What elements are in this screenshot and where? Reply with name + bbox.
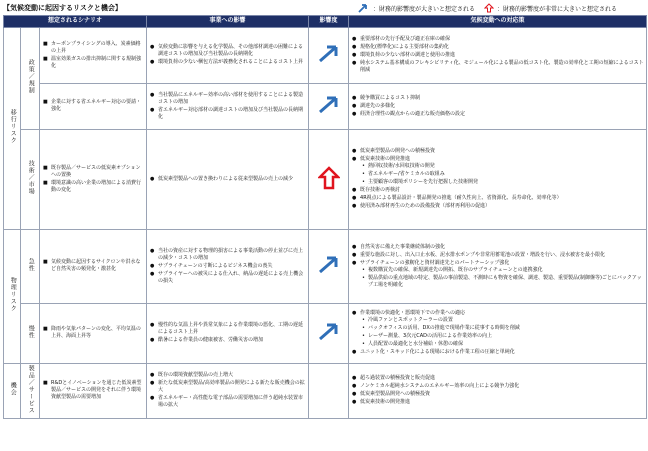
red-arrow-icon (318, 166, 340, 190)
list-item-text: 作業環境の快適化・悪環境下での作業への適応 (360, 310, 466, 316)
impact-cell (147, 304, 309, 364)
list-item: ● 超ろ過装置の積極投資と販売促進 (360, 375, 644, 382)
risk-table (3, 15, 647, 419)
scenario-cell (40, 230, 147, 304)
header-measures: 気候変動への対応策 (349, 16, 647, 28)
measures-cell (349, 364, 647, 419)
list-item: ● 気候変動に影響を与える化学製品、その他部材調達の困難による調達コストの増加及び当社製品の長納期化 (158, 44, 306, 58)
list-item: ■ カーボンプライシングの導入、炭素価格の上昇 (51, 41, 144, 55)
sub-list-item: • 複数購買先の確保、新規調達先の開拓、既存のサプライチェーンとの連携強化 (368, 267, 644, 274)
subcategory-label: 慢性 (27, 324, 35, 339)
list-item-text: 低炭素技術の開発推進 (360, 156, 411, 162)
level-cell (309, 84, 349, 130)
measures-cell (349, 304, 647, 364)
scenario-cell (40, 130, 147, 230)
list-item: ■ 既存製品／サービスの低炭素オプションへの置換 (51, 165, 144, 179)
measures-cell (349, 230, 647, 304)
category-cell (4, 28, 21, 230)
list-item: ● 環境負荷の少ない梱包方法が義務化されることによるコスト上昇 (158, 59, 306, 66)
category-label: 物理リスク (9, 277, 17, 313)
list-item: ● 既存技術の再検討 (360, 187, 644, 194)
impact-cell (147, 230, 309, 304)
list-item: ● 重要部材の先行手配及び適正在庫の確保 (360, 36, 644, 43)
list-item: ● ユニット化・スキッド化による現場における作業工程の圧縮と単純化 (360, 349, 644, 356)
subcategory-label: 技術／市場 (27, 160, 35, 196)
header-scenario: 想定されるシナリオ (4, 16, 147, 28)
blue-arrow-icon (316, 321, 342, 343)
header-impact: 事業への影響 (147, 16, 309, 28)
list-item: ■ 温室効果ガスの排出抑制に関する規制強化 (51, 56, 144, 70)
sub-list-item: • 主要顧客の環境ポリシーを先行把握した技術開発 (368, 179, 644, 186)
scenario-cell (40, 84, 147, 130)
list-item: ● 省エネルギー・高性能な電子部品の需要増加に伴う超純水装置市場の拡大 (158, 395, 306, 409)
list-item: ● サプライチェーンの寸断によるビジネス機会の喪失 (158, 263, 306, 270)
list-item: ■ 企業に対する省エネルギー対応の要請・強化 (51, 99, 144, 113)
list-item: ● 当社製品にエネルギー効率の高い部材を使用することによる製造コストの増加 (158, 92, 306, 106)
list-item: ● ノンケミカル超純水システムのエネルギー効率の向上による競争力強化 (360, 383, 644, 390)
list-item (360, 260, 644, 289)
subcategory-label: 政策／規制 (27, 59, 35, 95)
red-arrow-icon (484, 3, 494, 13)
list-item: ● 新たな低炭素型製品/高効率製品の開発による新たな販売機会の拡大 (158, 380, 306, 394)
impact-cell (147, 364, 309, 419)
scenario-cell (40, 28, 147, 84)
list-item: ● 既存の環境資献型製品の売上増大 (158, 372, 306, 379)
list-item: ● 省エネルギー対応部材の調達コストの増加及び当社製品の長納期化 (158, 107, 306, 121)
table-row (4, 364, 647, 419)
list-item: ● 当社の資産に対する物理的損害による事業活動の停止並びに売上の減少・コストの増加 (158, 248, 306, 262)
list-item: ● 自然災害に備えた事業継続体制の強化 (360, 244, 644, 251)
sub-list-item: • 冷風ファンとスポットクーラーの設置 (368, 317, 644, 324)
list-item: ● 低炭素型製品への置き換わりによる従来型製品の売上の減少 (158, 176, 306, 183)
subcategory-cell (21, 304, 40, 364)
page-title: 【気候変動に起因するリスクと機会】 (3, 4, 122, 12)
table-row (4, 130, 647, 230)
level-cell (309, 28, 349, 84)
category-label: 機会 (9, 382, 17, 397)
legend-blue (356, 3, 475, 13)
subcategory-label: 製品／サービス (27, 364, 35, 414)
legend-blue-label: ：財務的影響度が大きいと想定される (373, 5, 476, 13)
subcategory-cell (21, 364, 40, 419)
sub-list-item: • 製品供給の重点地域の特定、製品の事前製造、不測時にも物資を確保、調達、製造、重要製品(制御盤等)ごとにバックアップ工場を明確化 (368, 275, 644, 289)
header-level: 影響度 (309, 16, 349, 28)
level-cell (309, 364, 349, 419)
sub-list-item: • レーザー測量、3次元CADの活用による作業効率の向上 (368, 333, 644, 340)
list-item: ■ 環境意識の高い企業の増加による消費行動の変化 (51, 180, 144, 194)
impact-cell (147, 130, 309, 230)
measures-cell (349, 84, 647, 130)
legend-red-label: ：財務的影響度が非常に大きいと想定される (497, 5, 618, 13)
subcategory-label: 急性 (27, 257, 35, 272)
sub-list-item: • 人員配置の最適化と水分補給・休憩の確保 (368, 341, 644, 348)
table-row (4, 84, 647, 130)
blue-arrow-icon (316, 94, 342, 116)
legend-red (484, 3, 617, 13)
category-cell (4, 364, 21, 419)
list-item: ● 低炭素型製品開発への積極投資 (360, 391, 644, 398)
subcategory-cell (21, 28, 40, 130)
category-cell (4, 230, 21, 364)
measures-cell (349, 28, 647, 84)
list-item: ● 環境負荷の少ない部材の調達と使用の推進 (360, 52, 644, 59)
list-item: ● 経済合理性の観点からの適正な販売価格の設定 (360, 111, 644, 118)
blue-arrow-icon (356, 3, 370, 13)
list-item: ● 競争購買によるコスト抑制 (360, 95, 644, 102)
list-item (360, 310, 644, 348)
measures-cell (349, 130, 647, 230)
list-item: ● 慢性的な気温上昇や異常気象による作業環境の悪化、工期の遅延によるコスト上昇 (158, 322, 306, 336)
blue-arrow-icon (316, 254, 342, 276)
list-item-text: サプライチェーンの強靭化と資材調達先とのパートナーシップ強化 (360, 259, 510, 266)
list-item: ● 規格化(標準化)による主要部材の集約化 (360, 44, 644, 51)
list-item: ■ R&Dとイノベーションを通じた低炭素型製品／サービスの開発をそれに伴う環境資献型製品の需要増加 (51, 380, 144, 401)
subcategory-cell (21, 230, 40, 304)
table-row (4, 230, 647, 304)
list-item: ● 低炭素技術の開発推進 (360, 399, 644, 406)
list-item (360, 156, 644, 186)
blue-arrow-icon (316, 43, 342, 65)
category-label: 移行リスク (9, 109, 17, 145)
table-row (4, 304, 647, 364)
list-item: ● 4R視点による製品設計・製品開発の推進（耐久性向上、省資源化、長寿命化、効率化等） (360, 195, 644, 202)
sub-list-item: • バックオフィスの活用、DXの推進で現場作業に従事する時間を削減 (368, 325, 644, 332)
level-cell (309, 304, 349, 364)
impact-cell (147, 28, 309, 84)
list-item: ● 低炭素型製品の開発への積極投資 (360, 148, 644, 155)
list-item: ● 使用済み部材再生のための設備投資（部材再利用の促進） (360, 203, 644, 210)
level-cell (309, 230, 349, 304)
list-item: ● 酷暑による作業員の健康被害、労働災害の増加 (158, 337, 306, 344)
impact-cell (147, 84, 309, 130)
scenario-cell (40, 304, 147, 364)
list-item: ■ 降雨や気象パターンの変化、平均気温の上昇、海面上昇等 (51, 326, 144, 340)
list-item: ● サプライヤーへの被災による仕入れ、納品の遅延による売上機会の損失 (158, 271, 306, 285)
sub-list-item: • 熱回収技術/水回収技術の開発 (368, 163, 644, 170)
list-item: ■ 気候変動に起因するサイクロンや洪水など自然災害の頻発化・激甚化 (51, 259, 144, 273)
subcategory-cell (21, 130, 40, 230)
list-item: ● 調達先の多様化 (360, 103, 644, 110)
table-row (4, 28, 647, 84)
list-item: ● 重要な施設に対し、出入口止水板、泥水排水ポンプや非常用蓄電池の設置・増設を行い、浸水被害を最小限化 (360, 252, 644, 259)
scenario-cell (40, 364, 147, 419)
level-cell (309, 130, 349, 230)
sub-list-item: • 省エネルギー/省ケミカルの取組み (368, 171, 644, 178)
list-item: ● 純水システム基本構成のフレキシビリティ化、モジュール化による製品の低コスト化、製造の効率化と工期の短縮によるコスト削減 (360, 60, 644, 74)
